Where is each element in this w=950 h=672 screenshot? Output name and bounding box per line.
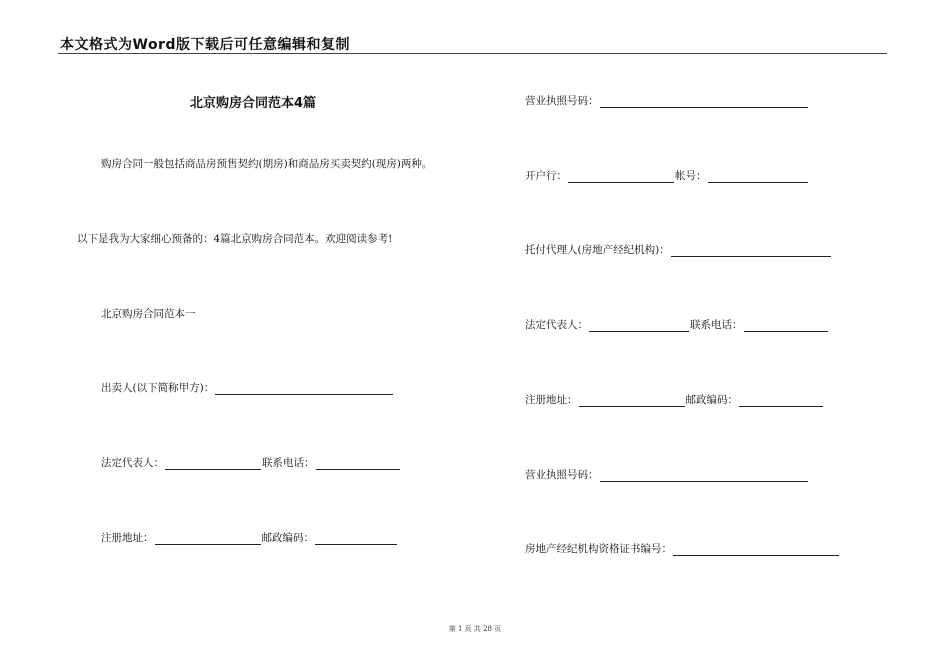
seller-label: 出卖人(以下简称甲方)： <box>101 382 215 394</box>
agent-field <box>525 242 832 257</box>
license-blank[interactable] <box>600 470 808 482</box>
reg-addr-blank[interactable] <box>155 533 261 545</box>
legal-rep-blank[interactable] <box>589 320 689 332</box>
reg-addr-blank[interactable] <box>579 395 685 407</box>
license-label: 营业执照号码： <box>525 469 599 481</box>
legal-rep-blank[interactable] <box>165 458 261 470</box>
postcode-label: 邮政编码： <box>261 532 314 544</box>
legal-rep-label: 法定代表人： <box>525 319 588 331</box>
right-legal-rep-field <box>525 317 829 332</box>
agent-label: 托付代理人(房地产经纪机构)： <box>525 244 670 256</box>
header-divider <box>58 53 887 54</box>
bank-blank[interactable] <box>568 171 674 183</box>
postcode-label: 邮政编码： <box>685 394 738 406</box>
right-license-field <box>525 93 809 108</box>
intro-paragraph-1: 购房合同一般包括商品房预售契约(期房)和商品房买卖契约(现房)两种。 <box>101 158 433 170</box>
postcode-blank[interactable] <box>739 395 823 407</box>
seller-field <box>101 380 394 395</box>
right-reg-addr-field <box>525 392 824 407</box>
legal-rep-label: 法定代表人： <box>101 457 164 469</box>
right-license2-field <box>525 467 809 482</box>
section-heading: 北京购房合同范本一 <box>101 308 196 320</box>
license-label: 营业执照号码： <box>525 95 599 107</box>
account-blank[interactable] <box>708 171 808 183</box>
phone-blank[interactable] <box>744 320 828 332</box>
left-reg-addr-field <box>101 530 398 545</box>
document-title: 北京购房合同范本4篇 <box>190 96 317 111</box>
postcode-blank[interactable] <box>315 533 397 545</box>
cert-blank[interactable] <box>673 544 839 556</box>
bank-field <box>525 168 809 183</box>
cert-field <box>525 541 840 556</box>
license-blank[interactable] <box>600 96 808 108</box>
agent-blank[interactable] <box>671 245 831 257</box>
phone-label: 联系电话： <box>690 319 743 331</box>
phone-blank[interactable] <box>316 458 400 470</box>
reg-addr-label: 注册地址： <box>101 532 154 544</box>
cert-label: 房地产经纪机构资格证书编号： <box>525 543 672 555</box>
intro-paragraph-2: 以下是我为大家细心预备的：4篇北京购房合同范本。欢迎阅读参考! <box>77 233 393 245</box>
left-legal-rep-field <box>101 455 401 470</box>
account-label: 帐号： <box>675 170 707 182</box>
page-header: 本文格式为Word版下载后可任意编辑和复制 <box>60 37 350 53</box>
reg-addr-label: 注册地址： <box>525 394 578 406</box>
bank-label: 开户行： <box>525 170 567 182</box>
phone-label: 联系电话： <box>262 457 315 469</box>
seller-blank[interactable] <box>215 383 393 395</box>
page-footer: 第 1 页 共 28 页 <box>448 625 502 633</box>
